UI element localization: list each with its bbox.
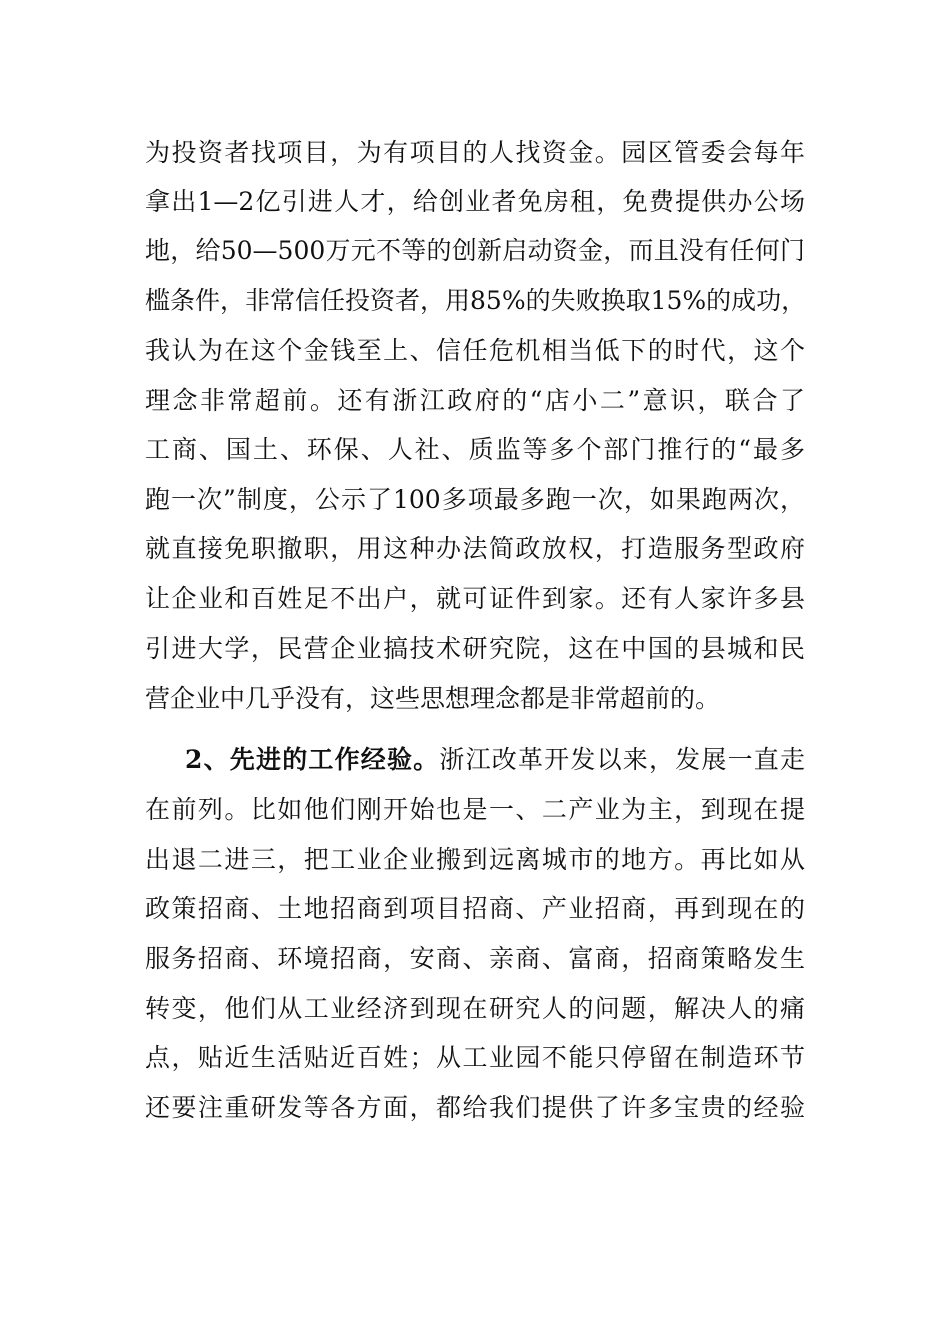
paragraph-1-line-12: 营企业中几乎没有，这些思想理念都是非常超前的。	[145, 684, 721, 713]
paragraph-2-line-1-text: 浙江改革开发以来，发展一直走	[439, 745, 805, 774]
paragraph-1-line-5: 我认为在这个金钱至上、信任危机相当低下的时代，这个	[145, 336, 805, 365]
paragraph-1-line-1: 为投资者找项目，为有项目的人找资金。园区管委会每年	[145, 138, 805, 167]
paragraph-1-line-3: 地，给50—500万元不等的创新启动资金，而且没有任何门	[145, 236, 805, 265]
section-heading: 2、先进的工作经验。	[185, 745, 440, 774]
paragraph-1-line-9: 就直接免职撤职，用这种办法简政放权，打造服务型政府	[145, 534, 805, 563]
paragraph-2-line-2: 在前列。比如他们刚开始也是一、二产业为主，到现在提	[145, 795, 805, 824]
paragraph-1-line-8: 跑一次”制度，公示了100多项最多跑一次，如果跑两次，	[145, 485, 805, 514]
paragraph-2-line-8: 还要注重研发等各方面，都给我们提供了许多宝贵的经验	[145, 1093, 805, 1122]
paragraph-2-line-7: 点，贴近生活贴近百姓；从工业园不能只停留在制造环节	[145, 1043, 805, 1072]
paragraph-2-line-6: 转变，他们从工业经济到现在研究人的问题，解决人的痛	[145, 994, 805, 1023]
paragraph-1-line-2: 拿出1—2亿引进人才，给创业者免房租，免费提供办公场	[145, 187, 805, 216]
paragraph-2-line-3: 出退二进三，把工业企业搬到远离城市的地方。再比如从	[145, 845, 805, 874]
paragraph-1-line-6: 理念非常超前。还有浙江政府的“店小二”意识，联合了	[145, 386, 805, 415]
paragraph-2-line-5: 服务招商、环境招商，安商、亲商、富商，招商策略发生	[145, 944, 805, 973]
paragraph-1-line-7: 工商、国土、环保、人社、质监等多个部门推行的“最多	[145, 435, 805, 464]
paragraph-2-line-1	[185, 745, 805, 775]
paragraph-1-line-10: 让企业和百姓足不出户，就可证件到家。还有人家许多县	[145, 584, 805, 613]
paragraph-1-line-4: 槛条件，非常信任投资者，用85%的失败换取15%的成功，	[145, 286, 807, 315]
paragraph-2-line-4: 政策招商、土地招商到项目招商、产业招商，再到现在的	[145, 894, 805, 923]
paragraph-1-line-11: 引进大学，民营企业搞技术研究院，这在中国的县城和民	[145, 634, 805, 663]
